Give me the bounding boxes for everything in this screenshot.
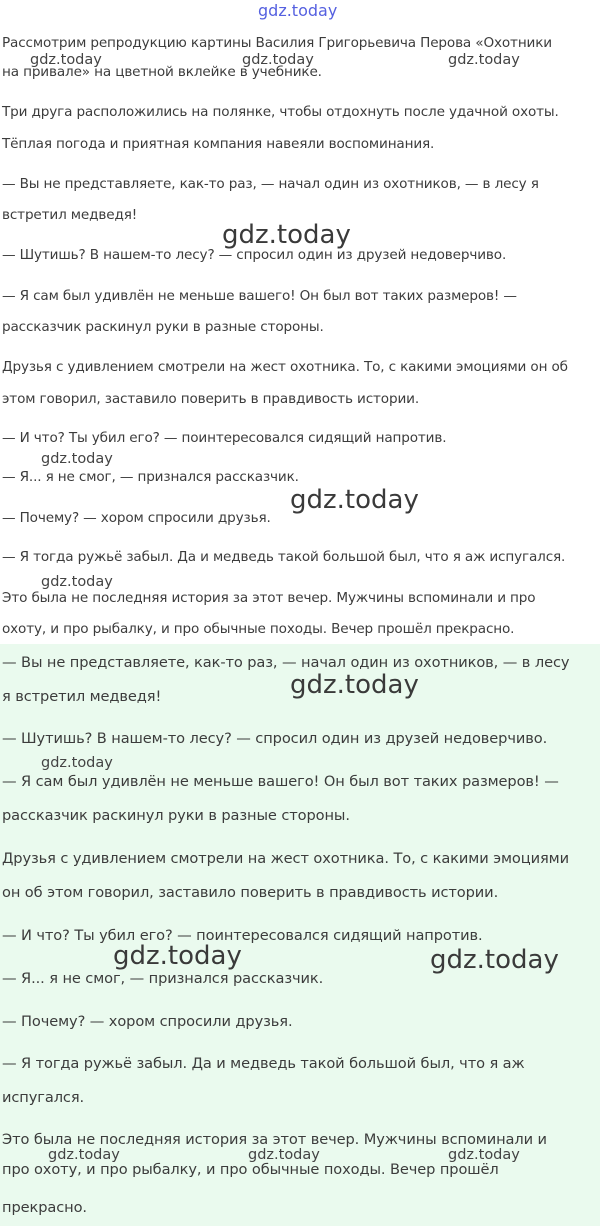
- watermark-text: gdz.today: [113, 941, 242, 971]
- watermark-text: gdz.today: [41, 574, 113, 590]
- text-line: — Вы не представляете, как-то раз, — начал один из охотников, — в лесу: [2, 654, 570, 671]
- text-line: — Почему? — хором спросили друзья.: [2, 510, 271, 526]
- text-line: Друзья с удивлением смотрели на жест охотника. То, с какими эмоциями он об: [2, 359, 568, 375]
- text-line: — Я тогда ружьё забыл. Да и медведь такой большой был, что я аж испугался.: [2, 549, 566, 565]
- text-line: рассказчик раскинул руки в разные стороны.: [2, 319, 324, 335]
- text-line: Это была не последняя история за этот вечер. Мужчины вспоминали и про: [2, 590, 536, 606]
- watermark-text: gdz.today: [222, 220, 351, 250]
- watermark-text: gdz.today: [258, 1, 338, 20]
- watermark-text: gdz.today: [242, 52, 314, 68]
- text-line: — И что? Ты убил его? — поинтересовался сидящий напротив.: [2, 430, 447, 446]
- text-line: прекрасно.: [2, 1199, 87, 1216]
- watermark-text: gdz.today: [448, 1147, 520, 1163]
- watermark-text: gdz.today: [41, 755, 113, 771]
- text-line: встретил медведя!: [2, 207, 138, 223]
- watermark-text: gdz.today: [30, 52, 102, 68]
- text-line: — Почему? — хором спросили друзья.: [2, 1013, 293, 1030]
- watermark-text: gdz.today: [448, 52, 520, 68]
- text-line: рассказчик раскинул руки в разные стороны.: [2, 807, 350, 824]
- text-line: — Вы не представляете, как-то раз, — начал один из охотников, — в лесу я: [2, 176, 539, 192]
- watermark-text: gdz.today: [290, 485, 419, 515]
- text-line: — Я... я не смог, — признался рассказчик.: [2, 970, 324, 987]
- answer-text-section: [0, 644, 600, 1226]
- watermark-text: gdz.today: [430, 945, 559, 975]
- text-line: он об этом говорил, заставило поверить в правдивость истории.: [2, 884, 499, 901]
- text-line: — Шутишь? В нашем-то лесу? — спросил один из друзей недоверчиво.: [2, 247, 507, 263]
- watermark-text: gdz.today: [48, 1147, 120, 1163]
- watermark-text: gdz.today: [41, 451, 113, 467]
- text-line: Тёплая погода и приятная компания навеяли воспоминания.: [2, 136, 435, 152]
- text-line: про охоту, и про рыбалку, и про обычные походы. Вечер прошёл: [2, 1161, 499, 1178]
- text-line: — Я тогда ружьё забыл. Да и медведь такой большой был, что я аж: [2, 1055, 525, 1072]
- text-line: — Шутишь? В нашем-то лесу? — спросил один из друзей недоверчиво.: [2, 730, 548, 747]
- text-line: — Я сам был удивлён не меньше вашего! Он был вот таких размеров! —: [2, 773, 559, 790]
- text-line: Друзья с удивлением смотрели на жест охотника. То, с какими эмоциями: [2, 850, 569, 867]
- text-line: Рассмотрим репродукцию картины Василия Григорьевича Перова «Охотники: [2, 35, 552, 51]
- text-line: на привале» на цветной вклейке в учебнике.: [2, 64, 322, 80]
- text-line: этом говорил, заставило поверить в правдивость истории.: [2, 391, 419, 407]
- text-line: Это была не последняя история за этот вечер. Мужчины вспоминали и: [2, 1131, 547, 1148]
- text-line: охоту, и про рыбалку, и про обычные походы. Вечер прошёл прекрасно.: [2, 621, 515, 637]
- text-line: испугался.: [2, 1089, 85, 1106]
- text-line: — Я сам был удивлён не меньше вашего! Он был вот таких размеров! —: [2, 288, 517, 304]
- watermark-text: gdz.today: [248, 1147, 320, 1163]
- text-line: — Я... я не смог, — признался рассказчик.: [2, 469, 299, 485]
- text-line: — И что? Ты убил его? — поинтересовался сидящий напротив.: [2, 927, 483, 944]
- text-line: я встретил медведя!: [2, 688, 162, 705]
- text-line: Три друга расположились на полянке, чтобы отдохнуть после удачной охоты.: [2, 104, 559, 120]
- watermark-text: gdz.today: [290, 670, 419, 700]
